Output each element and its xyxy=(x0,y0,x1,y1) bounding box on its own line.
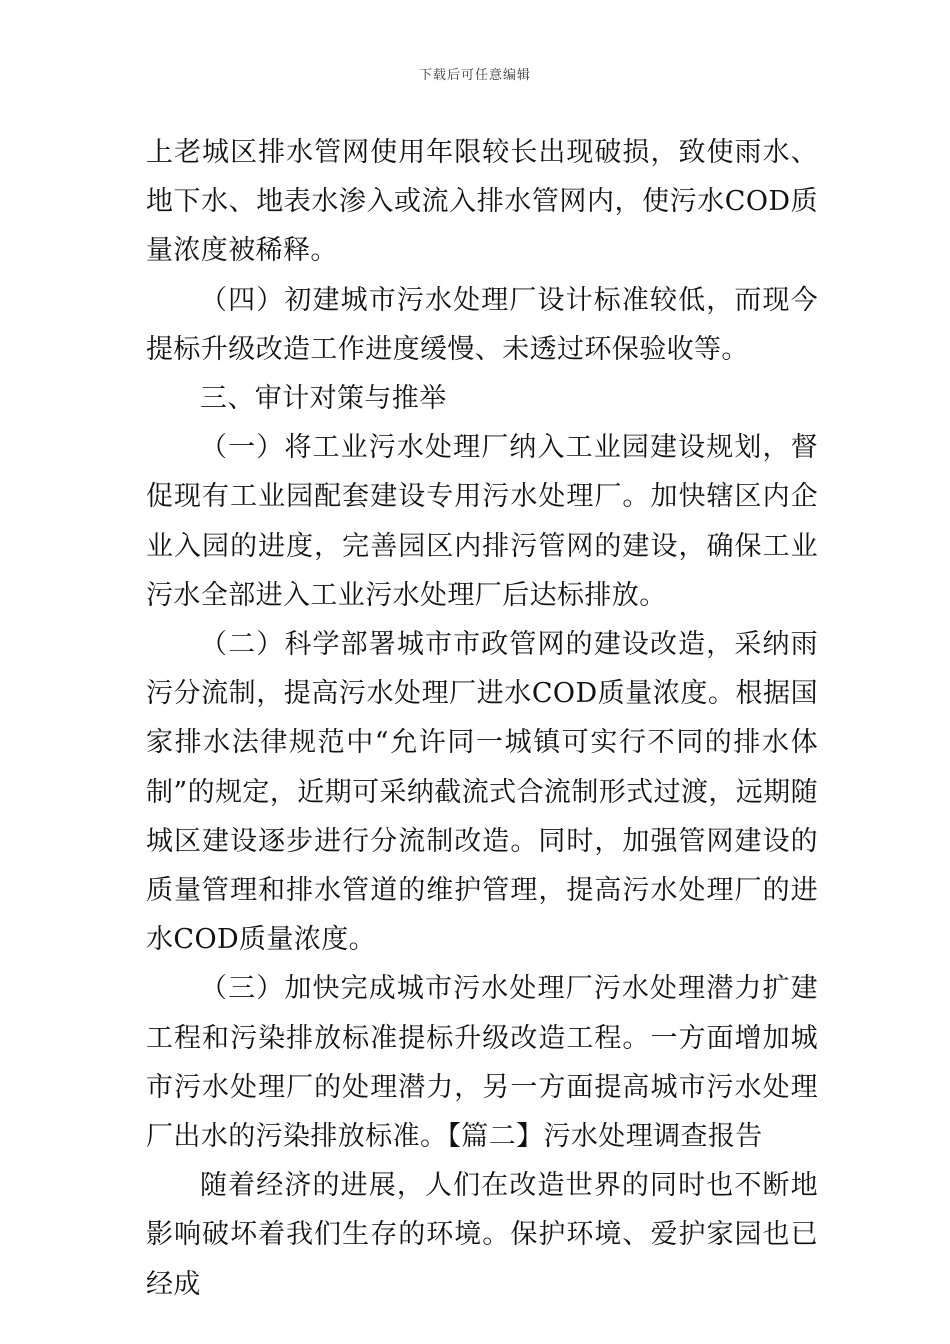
page-header: 下载后可任意编辑 xyxy=(418,68,531,83)
paragraph-2: （四）初建城市污水处理厂设计标准较低，而现今提标升级改造工作进度缓慢、未透过环保验收等。 xyxy=(146,284,818,365)
paragraph-5: （三）加快完成城市污水处理厂污水处理潜力扩建工程和污染排放标准提标升级改造工程。一方面增加城市污水处理厂的处理潜力，另一方面提高城市污水处理厂出水的污染排放标准。【篇二】污水处理调查报告 xyxy=(146,973,818,1153)
paragraph-1: 上老城区排水管网使用年限较长出现破损，致使雨水、地下水、地表水渗入或流入排水管网内，使污水COD质量浓度被稀释。 xyxy=(146,137,818,267)
paragraph-6: 随着经济的进展，人们在改造世界的同时也不断地影响破坏着我们生存的环境。保护环境、爱护家园也已经成 xyxy=(146,1170,818,1300)
section-heading: 三、审计对策与推举 xyxy=(200,383,447,415)
document-body xyxy=(146,128,818,1309)
paragraph-3: （一）将工业污水处理厂纳入工业园建设规划，督促现有工业园配套建设专用污水处理厂。加快辖区内企业入园的进度，完善园区内排污管网的建设，确保工业污水全部进入工业污水处理厂后达标排放。 xyxy=(146,432,818,611)
paragraph-4: （二）科学部署城市市政管网的建设改造，采纳雨污分流制，提高污水处理厂进水COD质量浓度。根据国家排水法律规范中“允许同一城镇可实行不同的排水体制”的规定，近期可采纳截流式合流制形式过渡，远期随城区建设逐步进行分流制改造。同时，加强管网建设的质量管理和排水管道的维护管理，提高污水处理厂的进水COD质量浓度。 xyxy=(146,629,818,956)
